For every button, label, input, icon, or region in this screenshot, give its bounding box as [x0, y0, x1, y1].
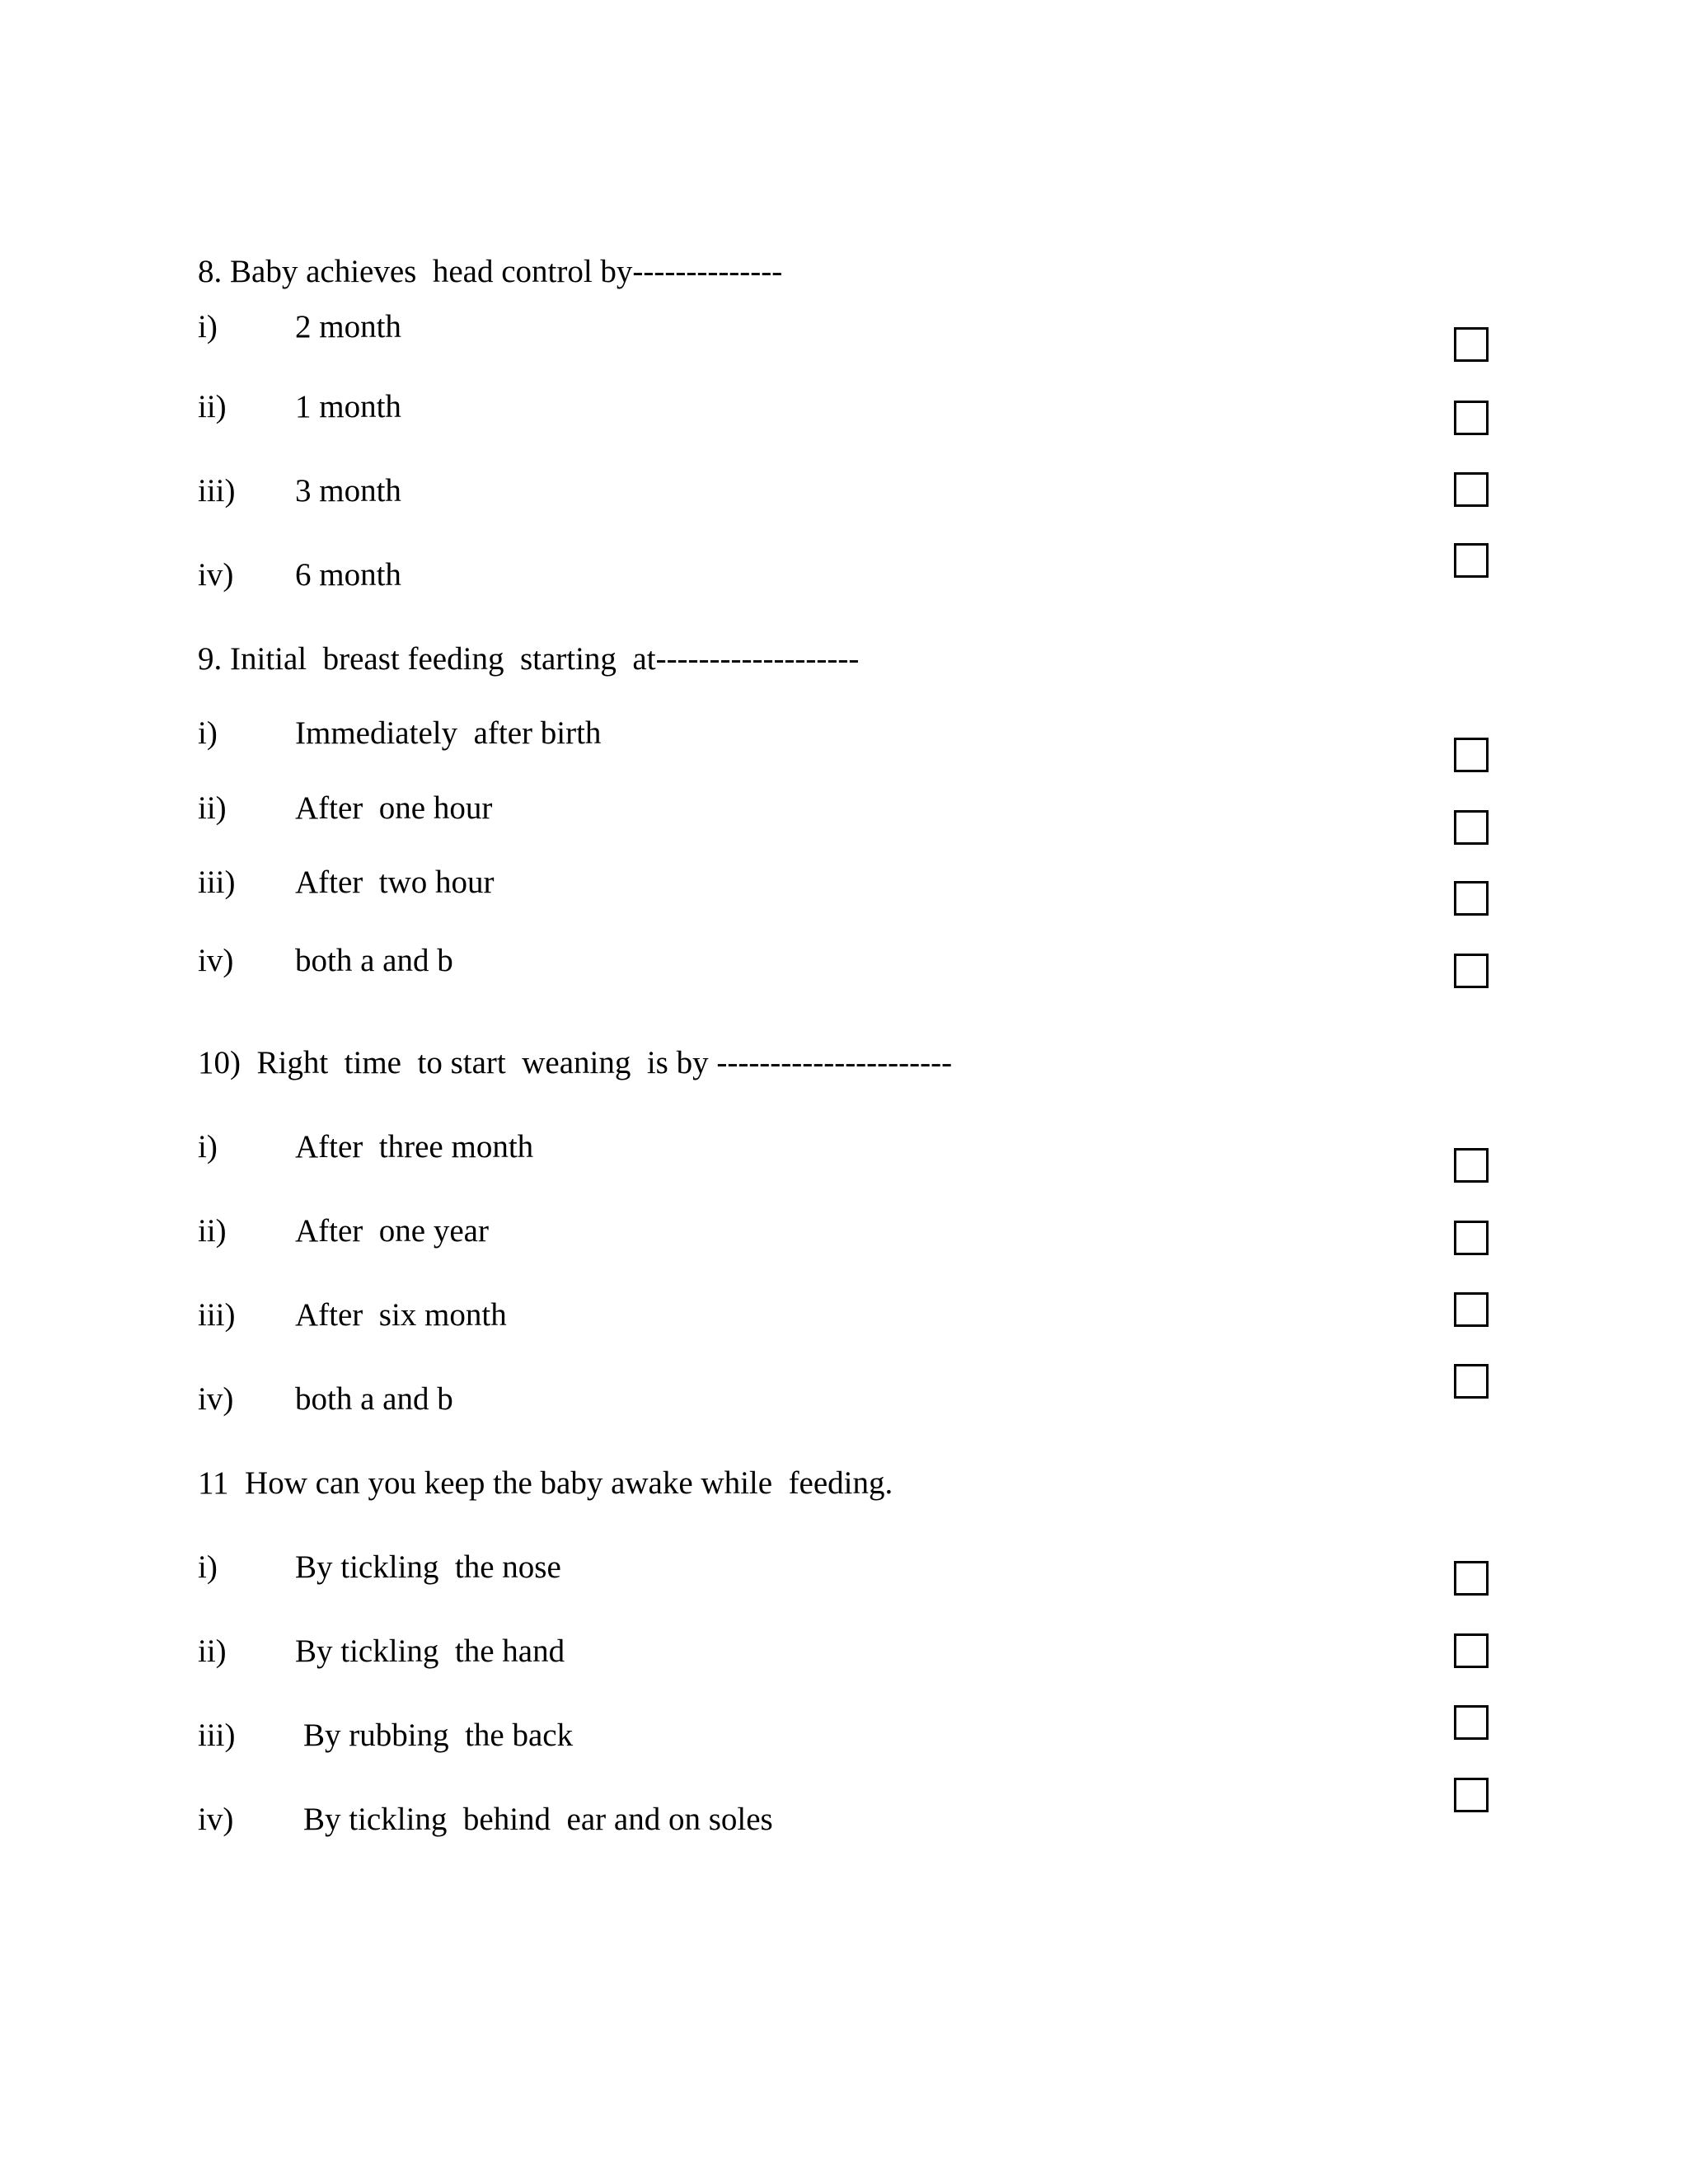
option-text: After three month: [295, 1129, 534, 1165]
option-numeral: iv): [198, 557, 234, 593]
answer-checkbox-q9-i[interactable]: [1454, 738, 1489, 772]
option-numeral: iii): [198, 1718, 236, 1753]
answer-checkbox-q9-iii[interactable]: [1454, 881, 1489, 916]
option-numeral: iv): [198, 1381, 234, 1417]
option-text: After six month: [295, 1297, 507, 1333]
option-numeral: i): [198, 1129, 218, 1165]
answer-checkbox-q8-i[interactable]: [1454, 327, 1489, 362]
answer-checkbox-q8-ii[interactable]: [1454, 401, 1489, 435]
option-text: By tickling the hand: [295, 1633, 565, 1669]
question-9: 9. Initial breast feeding starting at-------------------: [198, 641, 860, 677]
answer-checkbox-q9-ii[interactable]: [1454, 810, 1489, 845]
option-text: By tickling behind ear and on soles: [303, 1802, 773, 1837]
option-text: both a and b: [295, 1381, 453, 1417]
option-text: 2 month: [295, 309, 401, 344]
answer-checkbox-q10-ii[interactable]: [1454, 1221, 1489, 1255]
option-text: After one year: [295, 1213, 489, 1249]
option-text: By tickling the nose: [295, 1549, 561, 1585]
answer-checkbox-q10-i[interactable]: [1454, 1148, 1489, 1183]
answer-checkbox-q11-ii[interactable]: [1454, 1633, 1489, 1668]
option-text: 3 month: [295, 473, 401, 509]
question-8: 8. Baby achieves head control by--------------: [198, 254, 783, 289]
option-numeral: iii): [198, 865, 236, 900]
option-text: Immediately after birth: [295, 715, 602, 751]
option-numeral: ii): [198, 1213, 227, 1249]
answer-checkbox-q11-i[interactable]: [1454, 1561, 1489, 1596]
option-text: After one hour: [295, 790, 493, 826]
question-10: 10) Right time to start weaning is by ----------------------: [198, 1045, 953, 1080]
answer-checkbox-q8-iii[interactable]: [1454, 472, 1489, 507]
option-numeral: ii): [198, 790, 227, 826]
option-numeral: iii): [198, 1297, 236, 1333]
option-text: both a and b: [295, 943, 453, 978]
answer-checkbox-q11-iii[interactable]: [1454, 1705, 1489, 1740]
option-text: By rubbing the back: [303, 1718, 574, 1753]
option-numeral: i): [198, 309, 218, 344]
option-numeral: iv): [198, 943, 234, 978]
option-numeral: iii): [198, 473, 236, 509]
question-11: 11 How can you keep the baby awake while feeding.: [198, 1465, 893, 1501]
answer-checkbox-q8-iv[interactable]: [1454, 543, 1489, 578]
option-numeral: ii): [198, 389, 227, 424]
option-text: 6 month: [295, 557, 401, 593]
option-numeral: i): [198, 715, 218, 751]
option-numeral: i): [198, 1549, 218, 1585]
option-numeral: ii): [198, 1633, 227, 1669]
option-text: 1 month: [295, 389, 401, 424]
answer-checkbox-q10-iv[interactable]: [1454, 1364, 1489, 1399]
option-text: After two hour: [295, 865, 495, 900]
answer-checkbox-q10-iii[interactable]: [1454, 1292, 1489, 1327]
option-numeral: iv): [198, 1802, 234, 1837]
answer-checkbox-q9-iv[interactable]: [1454, 954, 1489, 988]
answer-checkbox-q11-iv[interactable]: [1454, 1778, 1489, 1812]
